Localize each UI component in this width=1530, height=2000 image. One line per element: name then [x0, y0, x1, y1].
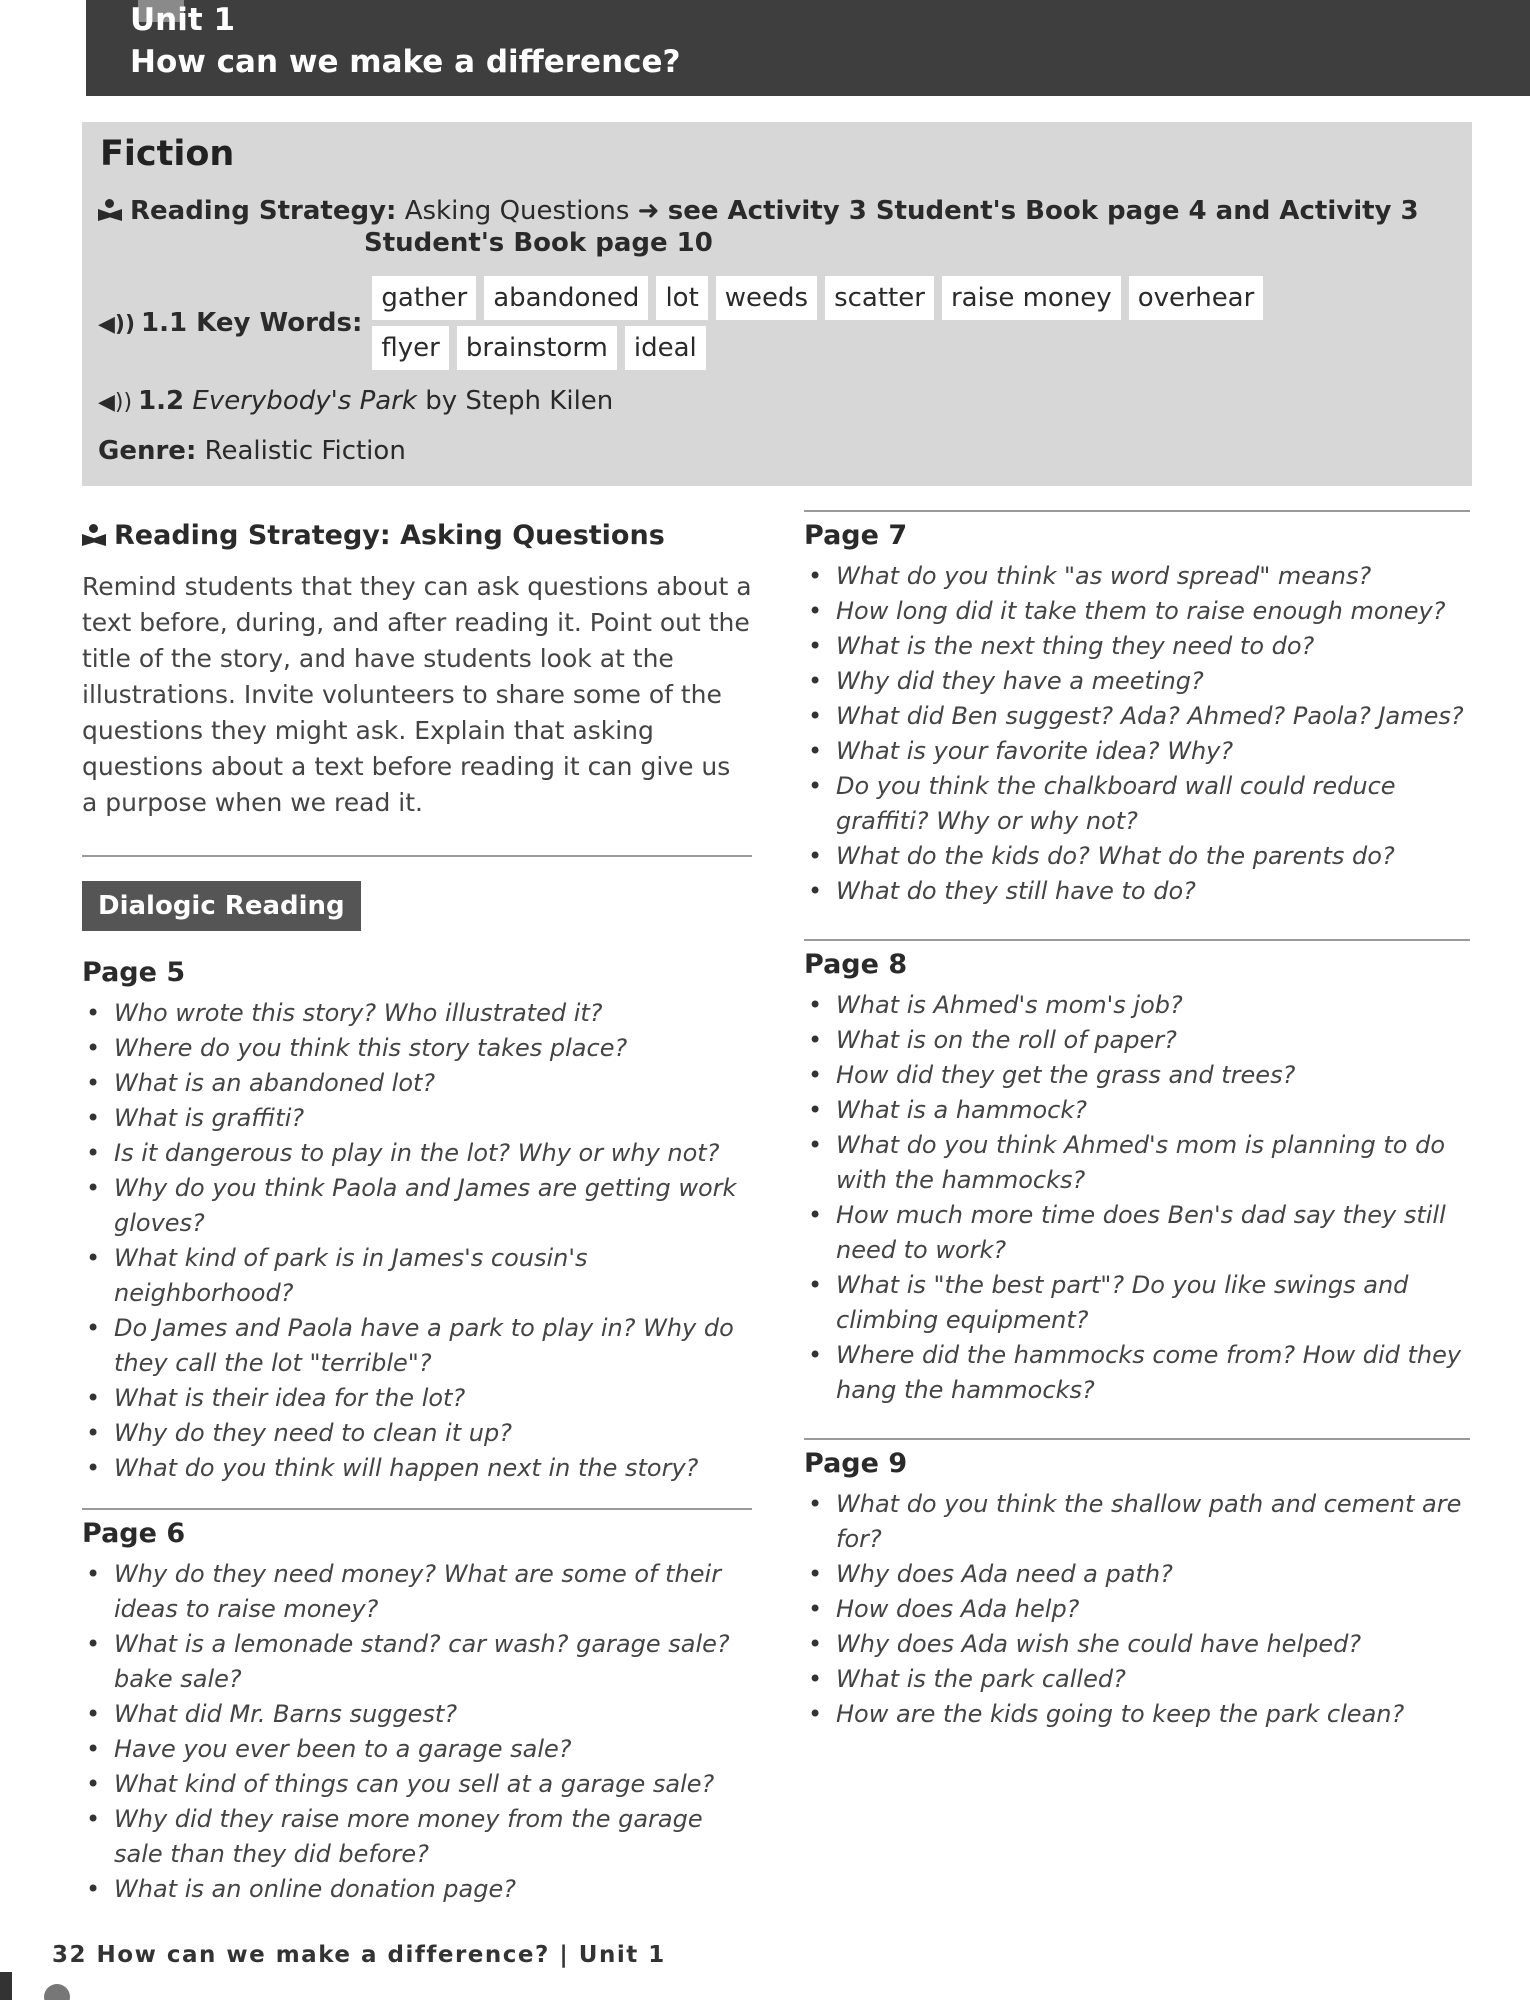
reading-strategy-body: Remind students that they can ask questions about a text before, during, and after reading it. Point out the title of the story, and have students look at the illustrations. Invite volunteers to share some of the questions they might ask. Explain that asking questions about a text before reading it can give us a purpose when we read it. — [82, 572, 752, 817]
question-item: • What do they still have to do? — [804, 874, 1470, 909]
page-footer: 32 How can we make a difference? | Unit 1 — [52, 1942, 666, 1968]
key-words-row — [98, 276, 1292, 370]
question-item: • What is a hammock? — [804, 1093, 1470, 1128]
right-column — [804, 510, 1470, 1732]
unit-header — [86, 0, 1530, 96]
question-item: • How long did it take them to raise enough money? — [804, 594, 1470, 629]
question-item: • What kind of park is in James's cousin's neighborhood? — [82, 1241, 752, 1311]
story-audio-line — [98, 386, 613, 416]
question-item: • What kind of things can you sell at a garage sale? — [82, 1767, 752, 1802]
question-item: • What do the kids do? What do the parents do? — [804, 839, 1470, 874]
question-item: • How did they get the grass and trees? — [804, 1058, 1470, 1093]
question-item: • Do James and Paola have a park to play in? Why do they call the lot "terrible"? — [82, 1311, 752, 1381]
question-item: • Why does Ada wish she could have helped? — [804, 1627, 1470, 1662]
key-word-chip: abandoned — [484, 276, 648, 320]
fiction-panel — [82, 122, 1472, 486]
dialogic-reading-badge: Dialogic Reading — [82, 881, 361, 931]
key-word-chip: overhear — [1129, 276, 1264, 320]
page-7-heading: Page 7 — [804, 520, 908, 551]
page-5-questions — [82, 996, 752, 1486]
question-item: • What do you think Ahmed's mom is planning to do with the hammocks? — [804, 1128, 1470, 1198]
audio-icon: ◀)) — [98, 390, 133, 415]
page-9-questions — [804, 1487, 1470, 1732]
question-item: • What is a lemonade stand? car wash? garage sale? bake sale? — [82, 1627, 752, 1697]
key-word-chip: brainstorm — [457, 326, 617, 370]
key-words-label: ◀)) 1.1 Key Words: — [98, 308, 363, 338]
question-item: • What is graffiti? — [82, 1101, 752, 1136]
question-item: • What did Mr. Barns suggest? — [82, 1697, 752, 1732]
genre-line — [98, 436, 406, 466]
page-6-heading: Page 6 — [82, 1518, 186, 1549]
story-title: Everybody's Park — [192, 386, 417, 416]
question-item: • How are the kids going to keep the park clean? — [804, 1697, 1470, 1732]
divider — [82, 1508, 752, 1510]
divider — [804, 1438, 1470, 1440]
corner-decoration — [0, 1972, 12, 2000]
reader-icon — [98, 199, 122, 221]
key-word-chip: gather — [372, 276, 476, 320]
key-word-chip: lot — [656, 276, 707, 320]
question-item: • What is "the best part"? Do you like swings and climbing equipment? — [804, 1268, 1470, 1338]
question-item: • What do you think "as word spread" means? — [804, 559, 1470, 594]
left-column — [82, 520, 752, 1907]
question-item: • What is your favorite idea? Why? — [804, 734, 1470, 769]
question-item: • Why did they raise more money from the garage sale than they did before? — [82, 1802, 752, 1872]
strategy-value: Asking Questions — [404, 196, 630, 226]
page-8-questions — [804, 988, 1470, 1408]
question-item: • Do you think the chalkboard wall could reduce graffiti? Why or why not? — [804, 769, 1470, 839]
question-item: • What is the next thing they need to do? — [804, 629, 1470, 664]
divider — [82, 855, 752, 857]
question-item: • How much more time does Ben's dad say they still need to work? — [804, 1198, 1470, 1268]
audio-track-number: 1.2 — [138, 386, 185, 416]
reading-strategy-heading: Reading Strategy: Asking Questions — [82, 520, 752, 551]
unit-title: How can we make a difference? — [130, 44, 681, 80]
strategy-reference: see Activity 3 Student's Book page 4 and Activity 3 — [667, 196, 1419, 226]
question-item: • Is it dangerous to play in the lot? Why or why not? — [82, 1136, 752, 1171]
page-7-questions — [804, 559, 1470, 909]
question-item: • What is an online donation page? — [82, 1872, 752, 1907]
unit-label: Unit 1 — [130, 2, 236, 38]
divider — [804, 939, 1470, 941]
strategy-reference-continued: Student's Book page 10 — [364, 228, 713, 258]
question-item: • Why do they need to clean it up? — [82, 1416, 752, 1451]
question-item: • Where do you think this story takes place? — [82, 1031, 752, 1066]
corner-dot-decoration — [44, 1984, 70, 2000]
reading-strategy-line — [98, 192, 1419, 230]
arrow-icon: ➜ — [637, 196, 660, 226]
key-word-chip: flyer — [372, 326, 448, 370]
reader-icon — [82, 524, 106, 546]
question-item: • Why did they have a meeting? — [804, 664, 1470, 699]
question-item: • What is on the roll of paper? — [804, 1023, 1470, 1058]
page-6-questions — [82, 1557, 752, 1907]
question-item: • Why do you think Paola and James are getting work gloves? — [82, 1171, 752, 1241]
key-words-list — [372, 276, 1292, 370]
question-item: • What is their idea for the lot? — [82, 1381, 752, 1416]
key-word-chip: ideal — [625, 326, 706, 370]
key-word-chip: scatter — [825, 276, 934, 320]
question-item: • What did Ben suggest? Ada? Ahmed? Paola? James? — [804, 699, 1470, 734]
story-author: by Steph Kilen — [425, 386, 614, 416]
page-5-heading: Page 5 — [82, 957, 186, 988]
question-item: • How does Ada help? — [804, 1592, 1470, 1627]
page-9-heading: Page 9 — [804, 1448, 908, 1479]
question-item: • What is Ahmed's mom's job? — [804, 988, 1470, 1023]
strategy-label: Reading Strategy: — [130, 196, 397, 226]
divider — [804, 510, 1470, 512]
question-item: • What do you think the shallow path and cement are for? — [804, 1487, 1470, 1557]
question-item: • Why does Ada need a path? — [804, 1557, 1470, 1592]
question-item: • What do you think will happen next in the story? — [82, 1451, 752, 1486]
genre-value: Realistic Fiction — [204, 436, 406, 466]
genre-label: Genre: — [98, 436, 197, 466]
question-item: • Why do they need money? What are some of their ideas to raise money? — [82, 1557, 752, 1627]
page-8-heading: Page 8 — [804, 949, 908, 980]
audio-icon: ◀)) — [98, 312, 136, 337]
fiction-title: Fiction — [100, 134, 235, 174]
key-word-chip: raise money — [942, 276, 1121, 320]
question-item: • What is the park called? — [804, 1662, 1470, 1697]
question-item: • Have you ever been to a garage sale? — [82, 1732, 752, 1767]
question-item: • Where did the hammocks come from? How did they hang the hammocks? — [804, 1338, 1470, 1408]
question-item: • Who wrote this story? Who illustrated it? — [82, 996, 752, 1031]
key-word-chip: weeds — [716, 276, 817, 320]
question-item: • What is an abandoned lot? — [82, 1066, 752, 1101]
